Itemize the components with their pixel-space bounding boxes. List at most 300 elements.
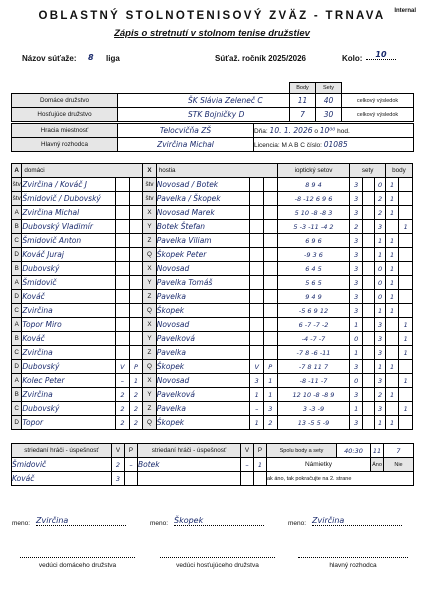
row-away-p: 3 [263,402,277,416]
row-home-v [116,178,130,192]
table-row [12,360,413,374]
objections-note: ak áno, tak pokračujte na 2. strane [267,472,414,486]
row-points-away: 1 [399,318,413,332]
venue-label: Hracia miestnosť [12,124,118,138]
row-away-player: Pavelka [156,346,250,360]
row-set-scores: -8 -11 -7 [277,374,350,388]
row-away-key: Y [143,388,157,402]
col-home: domáci [22,164,143,178]
row-points-home [385,374,399,388]
row-home-p [129,276,143,290]
row-home-p [129,234,143,248]
venue-table [11,123,414,152]
row-sets-home: 3 [350,276,362,290]
row-sets-home: 3 [350,290,362,304]
row-sets-away: 0 [375,276,385,290]
sign-away-meno-label: meno: [150,520,169,527]
season-label: Súťaž. ročník 2025/2026 [215,54,306,63]
table-row [12,374,413,388]
row-away-p [263,206,277,220]
row-home-v [116,332,130,346]
row-points-home: 1 [385,290,399,304]
row-home-v [116,248,130,262]
row-home-v [116,276,130,290]
row-points-home: 1 [385,360,399,374]
row-sets-away: 1 [375,248,385,262]
table-row [12,206,413,220]
row-points-away: 1 [399,346,413,360]
row-away-key: X [143,318,157,332]
row-sets-home: 3 [350,360,362,374]
row-away-v: 3 [250,374,264,388]
row-away-player: Pavelka [156,402,250,416]
row-home-p: 2 [129,416,143,430]
row-sets-away: 1 [375,360,385,374]
row-away-key: Z [143,234,157,248]
row-sets-sep [362,276,374,290]
row-home-player: Zvirčina Michal [22,206,116,220]
row-away-p [263,220,277,234]
row-away-player: Škopek [156,304,250,318]
table-row [12,402,413,416]
row-points-away: 1 [399,332,413,346]
internal-tag: Internal [394,8,416,14]
row-points-home [385,332,399,346]
home-sub-2-v: 3 [112,472,125,486]
row-home-p [129,248,143,262]
time-o-label: o [314,128,318,135]
row-set-scores: 5 10 -8 -8 3 [277,206,350,220]
col-points: body [385,164,412,178]
home-sub-2-name: Kováč [12,472,112,486]
row-home-v [116,318,130,332]
sety-header: Sety [316,83,342,94]
row-away-player: Škopek [156,360,250,374]
table-row [12,262,413,276]
row-points-away [399,234,413,248]
row-home-p: 2 [129,388,143,402]
row-away-p [263,248,277,262]
sign-ref-name: Zvirčina [312,516,402,526]
row-set-scores: 13 -5 5 -9 [277,416,350,430]
row-away-v [250,290,264,304]
row-away-p [263,332,277,346]
row-home-p [129,318,143,332]
home-total-label: celkový výsledok [342,94,414,108]
row-away-v [250,346,264,360]
table-row [12,318,413,332]
row-home-v [116,346,130,360]
row-set-scores: 3 -3 -9 [277,402,350,416]
row-home-p [129,332,143,346]
row-home-player: Kováč Juraj [22,248,116,262]
row-home-key: A [12,374,22,388]
row-points-away [399,304,413,318]
row-home-player: Šmidovič / Dubovský [22,192,116,206]
row-set-scores: -5 6 9 12 [277,304,350,318]
row-home-p: 2 [129,402,143,416]
row-away-player: Botek Štefan [156,220,250,234]
home-sub-1-name: Šmidovič [12,458,112,472]
row-sets-home: 3 [350,178,362,192]
away-points: 7 [290,108,316,122]
total-home-points: 11 [371,444,384,458]
home-sub-1-p: – [125,458,138,472]
row-away-player: Pavelková [156,388,250,402]
row-sets-away: 3 [375,374,385,388]
license-number: 01085 [323,140,348,149]
row-home-key: B [12,332,22,346]
row-points-away [399,262,413,276]
row-sets-sep [362,206,374,220]
row-away-player: Pavelka / Škopek [156,192,250,206]
row-sets-away: 0 [375,178,385,192]
row-home-player: Šmidovič Anton [22,234,116,248]
row-home-v [116,234,130,248]
match-info-table [11,82,414,122]
table-row [12,416,413,430]
sign-ref-caption: hlavný rozhodca [329,562,377,569]
row-points-away [399,192,413,206]
row-sets-sep [362,178,374,192]
league-number: 8 [88,53,94,62]
row-sets-sep [362,220,374,234]
row-points-away [399,206,413,220]
row-points-away: 1 [399,374,413,388]
row-away-key: Q [143,248,157,262]
row-home-player: Kolec Peter [22,374,116,388]
home-subs-p: P [125,444,138,458]
row-set-scores: 6 -7 -7 -2 [277,318,350,332]
row-sets-sep [362,402,374,416]
row-home-key: štv [12,178,22,192]
time-value: 10⁰⁰ [319,126,336,135]
footer-table [11,443,414,486]
table-row [12,192,413,206]
row-away-key: Y [143,276,157,290]
row-home-player: Zvirčina [22,304,116,318]
row-sets-home: 3 [350,416,362,430]
row-points-away [399,360,413,374]
home-subs-label: striedaní hráči - úspešnosť [12,444,112,458]
away-sub-1-p: 1 [254,458,267,472]
license-number-label: číslo: [306,142,322,149]
row-away-v [250,178,264,192]
row-points-home: 1 [385,248,399,262]
row-set-scores: 5 -3 -11 -4 2 [277,220,350,234]
row-home-p [129,220,143,234]
row-points-home: 1 [385,416,399,430]
row-away-p [263,234,277,248]
row-sets-sep [362,346,374,360]
row-home-player: Kováč [22,332,116,346]
row-set-scores: 8 9 4 [277,178,350,192]
row-home-key: štv [12,192,22,206]
table-row [12,304,413,318]
col-a: A [12,164,22,178]
row-home-key: A [12,318,22,332]
row-home-player: Zvirčina [22,346,116,360]
table-row [12,276,413,290]
row-away-key: Q [143,416,157,430]
row-points-home: 1 [385,276,399,290]
row-away-p: 2 [263,416,277,430]
row-points-home: 1 [385,234,399,248]
row-away-p [263,276,277,290]
row-home-player: Kováč [22,290,116,304]
row-away-v [250,248,264,262]
table-row [12,248,413,262]
referee-name: Zvirčina Michal [118,138,254,152]
row-sets-home: 1 [350,346,362,360]
row-away-p [263,178,277,192]
venue-value: Telocvičňa ZŠ [118,124,254,138]
row-home-player: Zvirčina / Kováč J [22,178,116,192]
row-home-key: D [12,416,22,430]
row-away-v: 1 [250,416,264,430]
row-away-player: Pavelka Tomáš [156,276,250,290]
row-sets-home: 0 [350,332,362,346]
row-home-key: C [12,304,22,318]
table-row [12,178,413,192]
license-label: Licencia: M A B C [254,142,305,149]
row-home-v: 2 [116,388,130,402]
row-sets-home: 2 [350,220,362,234]
table-row [12,220,413,234]
row-points-home [385,402,399,416]
row-points-away [399,178,413,192]
row-away-key: Q [143,360,157,374]
row-sets-home: 1 [350,318,362,332]
col-sets: sety [350,164,385,178]
row-sets-home: 0 [350,374,362,388]
row-sets-sep [362,290,374,304]
row-points-away: 1 [399,220,413,234]
row-sets-sep [362,332,374,346]
table-row [12,290,413,304]
row-sets-sep [362,262,374,276]
row-away-v [250,276,264,290]
row-away-p [263,304,277,318]
document-subtitle: Zápis o stretnutí v stolnom tenise družstiev [114,28,310,39]
row-home-key: B [12,262,22,276]
row-points-home [385,220,399,234]
away-sub-1-v: – [241,458,254,472]
row-away-key: Y [143,332,157,346]
row-points-home: 1 [385,388,399,402]
row-home-player: Dubovský [22,360,116,374]
sign-away-line [160,556,275,558]
row-away-key: X [143,374,157,388]
table-row [12,332,413,346]
row-home-p [129,262,143,276]
row-away-p [263,262,277,276]
row-away-p [263,290,277,304]
row-set-scores: 6 9 6 [277,234,350,248]
row-sets-sep [362,192,374,206]
referee-label: Hlavný rozhodca [12,138,118,152]
row-home-v [116,290,130,304]
home-sets: 40 [316,94,342,108]
row-points-home: 1 [385,304,399,318]
sign-ref-meno-label: meno: [288,520,307,527]
sign-home-name: Zvirčina [36,516,126,526]
row-points-away [399,248,413,262]
col-set-scores: ioptický setov [277,164,350,178]
away-subs-p: P [254,444,267,458]
row-away-key: štv [143,178,157,192]
date-value: 10. 1. 2026 [269,126,313,135]
row-home-p [129,178,143,192]
objections-label: Námietky [267,458,371,472]
row-home-key: C [12,234,22,248]
row-points-away [399,290,413,304]
row-set-scores: -9 3 6 [277,248,350,262]
row-home-v: 2 [116,416,130,430]
row-away-player: Pavelka Viliam [156,234,250,248]
row-sets-away: 2 [375,388,385,402]
row-away-v [250,332,264,346]
row-home-p [129,192,143,206]
row-away-v [250,220,264,234]
row-home-p [129,304,143,318]
row-home-player: Topor Miro [22,318,116,332]
home-team-name: ŠK Slávia Zeleneč C [118,94,290,108]
row-sets-away: 1 [375,304,385,318]
row-set-scores: 9 4 9 [277,290,350,304]
row-points-away: 1 [399,402,413,416]
competition-label: Názov súťaže: [22,54,77,63]
row-away-player: Pavelková [156,332,250,346]
away-team-name: STK Bojničky D [118,108,290,122]
row-sets-sep [362,248,374,262]
row-points-away [399,276,413,290]
row-away-key: X [143,262,157,276]
row-home-key: B [12,220,22,234]
row-points-home: 1 [385,192,399,206]
row-home-key: C [12,402,22,416]
row-home-key: D [12,248,22,262]
row-sets-sep [362,416,374,430]
row-set-scores: 6 4 5 [277,262,350,276]
home-subs-v: V [112,444,125,458]
home-sub-2-p [125,472,138,486]
away-team-label: Hosťujúce družstvo [12,108,118,122]
row-points-home [385,318,399,332]
row-home-key: C [12,346,22,360]
row-home-p [129,346,143,360]
home-points: 11 [290,94,316,108]
hour-label: hod. [337,128,350,135]
row-away-key: štv [143,192,157,206]
row-away-key: Z [143,346,157,360]
row-sets-away: 2 [375,192,385,206]
away-total-label: celkový výsledok [342,108,414,122]
total-away-points: 7 [384,444,414,458]
row-sets-sep [362,388,374,402]
row-away-p: P [263,360,277,374]
row-home-key: A [12,206,22,220]
row-home-p: P [129,360,143,374]
row-sets-sep [362,304,374,318]
row-home-p [129,290,143,304]
row-sets-away: 0 [375,262,385,276]
row-set-scores: -7 8 11 7 [277,360,350,374]
body-header: Body [290,83,316,94]
row-home-key: A [12,276,22,290]
row-away-key: Y [143,220,157,234]
row-away-v [250,192,264,206]
row-sets-away: 3 [375,220,385,234]
row-home-key: B [12,388,22,402]
round-label: Kolo: [342,54,363,63]
table-row [12,234,413,248]
row-away-player: Škopek Peter [156,248,250,262]
league-label: liga [106,54,120,63]
sign-ref-line [298,556,408,558]
row-away-v [250,206,264,220]
row-sets-sep [362,360,374,374]
row-sets-away: 0 [375,290,385,304]
row-sets-away: 1 [375,234,385,248]
row-home-key: D [12,290,22,304]
row-home-player: Dubovský [22,402,116,416]
row-points-home: 1 [385,262,399,276]
home-team-label: Domáce družstvo [12,94,118,108]
row-set-scores: -4 -7 -7 [277,332,350,346]
row-away-v [250,304,264,318]
row-sets-away: 2 [375,206,385,220]
row-away-key: X [143,206,157,220]
row-sets-home: 3 [350,262,362,276]
row-home-key: D [12,360,22,374]
table-row [12,346,413,360]
row-away-v: – [250,402,264,416]
document-title: OBLASTNÝ STOLNOTENISOVÝ ZVÄZ - TRNAVA [38,10,386,22]
objections-yes: Áno [371,458,384,472]
table-row [12,388,413,402]
row-away-v [250,318,264,332]
away-sub-1-name: Botek [138,458,241,472]
row-home-v: 2 [116,402,130,416]
row-sets-away: 3 [375,402,385,416]
total-label: Spolu body a sety [267,444,337,458]
row-home-p: 1 [129,374,143,388]
row-sets-home: 3 [350,192,362,206]
row-away-player: Novosad [156,318,250,332]
row-away-player: Škopek [156,416,250,430]
row-points-away [399,388,413,402]
row-points-home [385,346,399,360]
row-sets-home: 3 [350,248,362,262]
row-away-player: Pavelka [156,290,250,304]
sign-home-caption: vedúci domáceho družstva [38,562,117,569]
row-away-p [263,318,277,332]
away-subs-v: V [241,444,254,458]
date-label: Dňa: [254,128,268,135]
row-sets-home: 3 [350,304,362,318]
games-table [11,163,413,430]
row-home-v [116,192,130,206]
total-sets: 40:30 [337,444,371,458]
row-home-v [116,262,130,276]
row-home-p [129,206,143,220]
row-away-key: Q [143,304,157,318]
row-set-scores: 5 6 5 [277,276,350,290]
round-value: 10 [366,50,396,60]
row-points-away [399,416,413,430]
col-away: hostia [156,164,277,178]
